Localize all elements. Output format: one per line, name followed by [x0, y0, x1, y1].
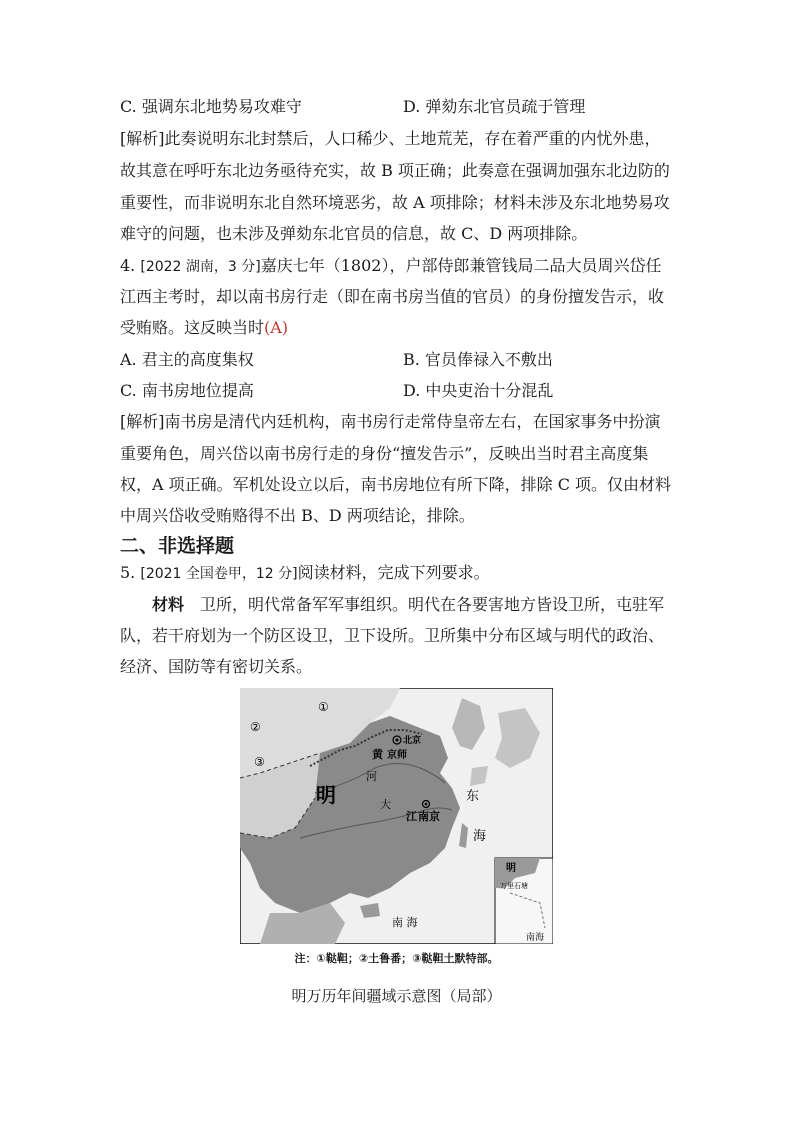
ming-territory-map: [240, 688, 553, 944]
map-label-nanjing: 南京: [418, 810, 440, 823]
q4-stem-end: 受贿赂。这反映当时: [120, 318, 265, 337]
map-label-jingshi: 京师: [387, 750, 407, 761]
q5-material-line: [152, 595, 664, 615]
q4-option-d: D. 中央吏治十分混乱: [403, 381, 554, 400]
map-inset-ming: 明: [506, 863, 516, 874]
q3-analysis-line: [解析]此奏说明东北封禁后，人口稀少、土地荒芜，存在着严重的内忧外患，: [120, 129, 661, 148]
q5-material-label: 材料: [152, 595, 185, 614]
q5-stem-line: [120, 563, 490, 584]
q4-stem-line: [120, 318, 288, 338]
q4-answer-close: ): [281, 318, 289, 337]
map-label-he: 河: [366, 770, 377, 783]
q4-answer: A: [270, 318, 282, 337]
map-label-tumote: ③: [254, 755, 265, 769]
map-label-beijing: 北京: [403, 736, 422, 746]
q5-material-line: 队，若干府划为一个防区设卫，卫下设所。卫所集中分布区域与明代的政治、: [120, 626, 665, 645]
q3-analysis-line: 难守的问题，也未涉及弹劾东北官员的信息，故 C、D 两项排除。: [120, 224, 588, 243]
q4-number: 4.: [120, 256, 141, 275]
q4-analysis-line: [解析]南书房是清代内廷机构，南书房行走常侍皇帝左右，在国家事务中扮演: [120, 412, 661, 431]
q4-source: [2022 湖南，3 分]: [140, 259, 261, 275]
section-heading: 二、非选择题: [120, 535, 235, 557]
q4-option-c: C. 南书房地位提高: [120, 381, 254, 400]
map-label-huang: 黄: [372, 748, 383, 761]
q4-analysis-line: 权，A 项正确。军机处设立以后，南书房地位有所下降，排除 C 项。仅由材料: [120, 475, 672, 494]
q3-analysis-line: 故其意在呼吁东北边务亟待充实，故 B 项正确；此奏意在强调加强东北边防的: [120, 161, 670, 180]
map-label-da: 大: [380, 798, 391, 811]
q4-analysis-line: 中周兴岱收受贿赂得不出 B、D 两项结论，排除。: [120, 506, 475, 525]
q5-material-line: 经济、国防等有密切关系。: [120, 657, 313, 676]
map-inset-wanli: 万里石塘: [500, 882, 528, 890]
q5-stem-text: 阅读材料，完成下列要求。: [297, 563, 490, 582]
q3-option-c: C. 强调东北地势易攻难守: [120, 97, 302, 116]
map-label-hai: 海: [473, 829, 487, 844]
q4-stem-line: [120, 256, 661, 277]
map-note: 注：①鞑靼；②土鲁番；③鞑靼土默特部。: [294, 952, 499, 965]
q4-analysis-line: 重要角色，周兴岱以南书房行走的身份“擅发告示”，反映出当时君主高度集: [120, 444, 649, 463]
map-label-tulufan: ②: [250, 720, 261, 734]
q4-stem-text: 嘉庆七年（1802），户部侍郎兼管钱局二品大员周兴岱任: [260, 256, 662, 275]
q4-option-a: A. 君主的高度集权: [120, 350, 254, 369]
q4-stem-line: 江西主考时，却以南书房行走（即在南书房当值的官员）的身份擅发告示，收: [120, 287, 665, 306]
map-label-nanhai: 南 海: [392, 916, 418, 929]
map-label-ming: 明: [316, 783, 336, 807]
q4-option-b: B. 官员俸禄入不敷出: [403, 350, 553, 369]
q5-source: [2021 全国卷甲，12 分]: [140, 566, 298, 582]
map-caption: 明万历年间疆域示意图（局部）: [291, 987, 502, 1005]
q3-option-d: D. 弹劾东北官员疏于管理: [403, 97, 586, 116]
map-label-dong: 东: [466, 789, 480, 804]
map-inset-nanhai: 南海: [526, 933, 545, 943]
q3-analysis-line: 重要性，而非说明东北自然环境恶劣，故 A 项排除；材料未涉及东北地势易攻: [120, 193, 670, 212]
map-label-dada: ①: [318, 700, 329, 714]
q4-answer-open: (: [264, 318, 271, 337]
q5-material-text: 卫所，明代常备军军事组织。明代在各要害地方皆设卫所，屯驻军: [200, 595, 665, 614]
map-label-jiang: 江: [406, 810, 417, 823]
q5-number: 5.: [120, 563, 141, 582]
